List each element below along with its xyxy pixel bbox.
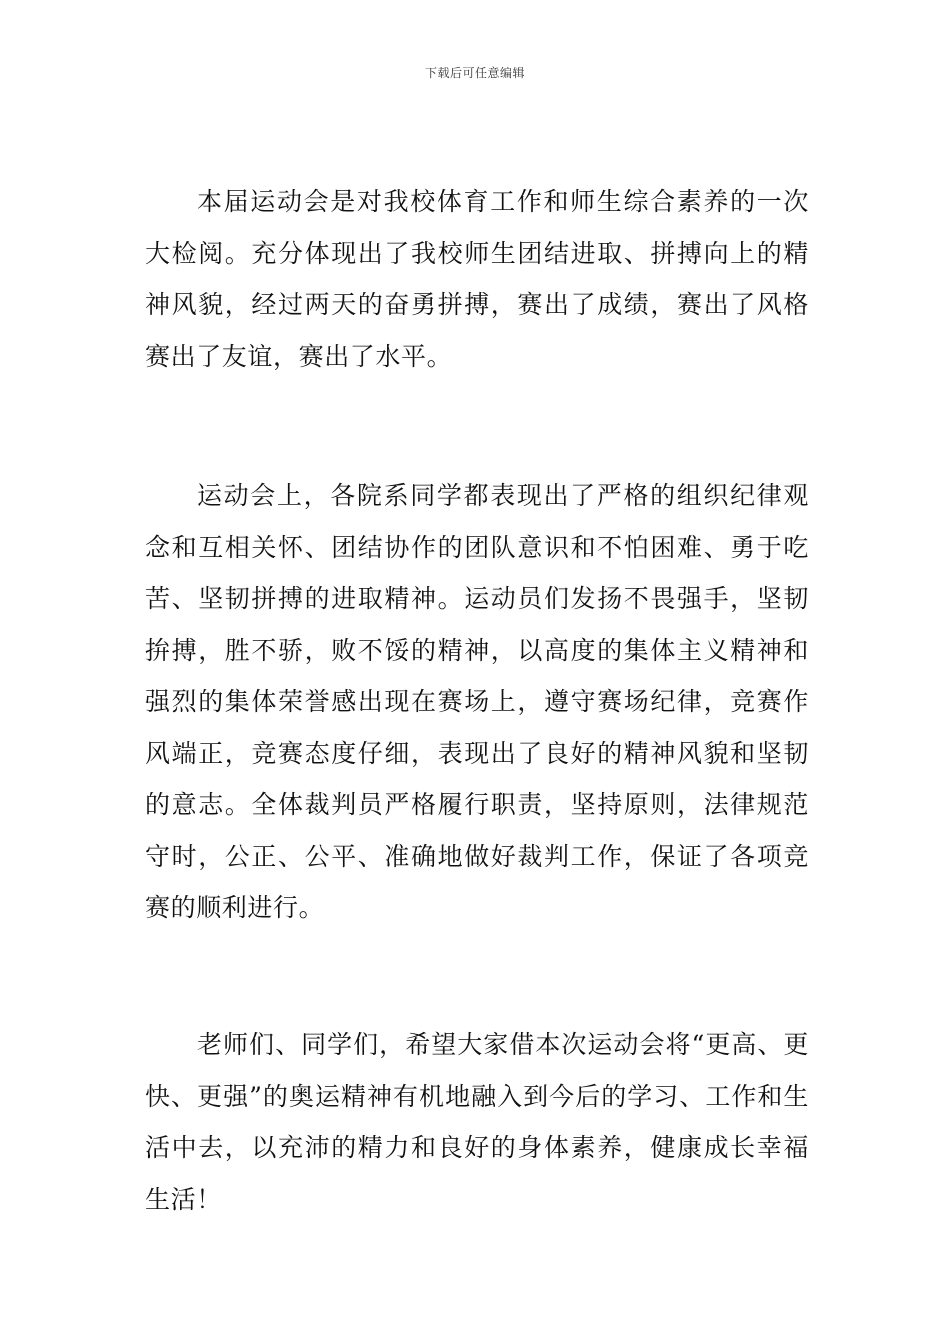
paragraph-2: 运动会上，各院系同学都表现出了严格的组织纪律观念和互相关怀、团结协作的团队意识和不怕困难、勇于吃苦、坚韧拼搏的进取精神。运动员们发扬不畏强手，坚韧拚搏，胜不骄，败不馁的精神，以高度的集体主义精神和强烈的集体荣誉感出现在赛场上，遵守赛场纪律，竞赛作风端正，竞赛态度仔细，表现出了良好的精神风貌和坚韧的意志。全体裁判员严格履行职责，坚持原则，法律规范守时，公正、公平、准确地做好裁判工作，保证了各项竞赛的顺利进行。: [145, 481, 809, 922]
paragraph-3: 老师们、同学们，希望大家借本次运动会将“更高、更快、更强”的奥运精神有机地融入到今后的学习、工作和生活中去，以充沛的精力和良好的身体素养，健康成长幸福生活！: [145, 1030, 809, 1214]
page-header: 下载后可任意编辑: [424, 66, 525, 80]
paragraph-1: 本届运动会是对我校体育工作和师生综合素养的一次大检阅。充分体现出了我校师生团结进取、拼搏向上的精神风貌，经过两天的奋勇拼搏，赛出了成绩，赛出了风格赛出了友谊，赛出了水平。: [145, 187, 809, 371]
